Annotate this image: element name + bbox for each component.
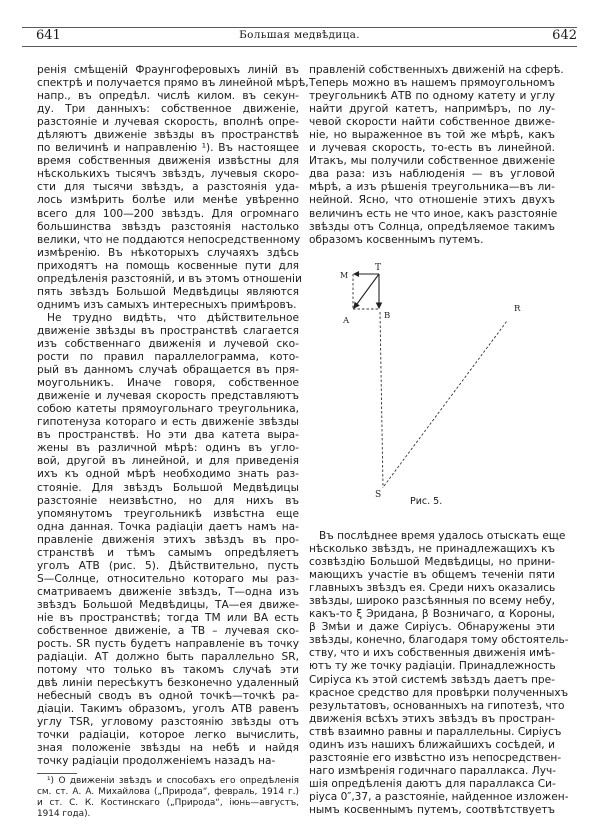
text-line: мающихъ участіе въ общемъ теченіи пяти — [309, 569, 555, 582]
page-number-right: 642 — [552, 28, 577, 43]
text-line: двѣ линіи пересѣкутъ безконечно удаленный — [37, 677, 299, 690]
label-t: T — [375, 263, 382, 273]
text-line: изъ собственнаго движенія и лучевой ско- — [37, 337, 299, 350]
vector-diagram-svg — [305, 255, 595, 515]
footnote-rule — [37, 773, 77, 774]
text-line: напр., въ опредѣл. числѣ килом. въ секун- — [37, 90, 299, 103]
header-bottom-rule — [22, 46, 577, 47]
text-line: ріуса 0″,37, а разстояніе, найденное изложен- — [309, 790, 569, 803]
text-line: вой, другой въ линейной, и для приведенія — [37, 455, 299, 468]
running-title: Большая медвѣдица. — [239, 29, 360, 41]
text-line: красное средство для провѣрки полученныхъ — [309, 686, 569, 699]
dashed-sr — [384, 321, 507, 486]
text-line: потому что только въ такомъ случаѣ эти — [37, 664, 299, 677]
label-a: A — [343, 316, 350, 326]
footnote-line: см. ст. А. А. Михайлова („Природа“, февраль, 1914 г.) — [37, 786, 299, 797]
text-line: діаціи. Такимъ образомъ, уголъ АТВ равенъ — [37, 703, 299, 716]
page-header — [22, 28, 577, 44]
text-line: ренія смѣщеній Фраунгоферовыхъ линій въ — [37, 64, 299, 76]
text-line: всего для 100—200 звѣздъ. Для огромнаго — [37, 207, 299, 220]
text-line: опредѣленія разстояній, и въ этомъ отношеніи — [37, 272, 302, 285]
text-line: найти другой катетъ, напримѣръ, по лу- — [309, 103, 555, 116]
text-line: небесный сводъ въ одной точкѣ—точкѣ ра- — [37, 690, 299, 703]
text-line: однимъ изъ самыхъ интересныхъ примѣровъ. — [37, 298, 297, 311]
text-line: дѣляютъ движеніе звѣзды въ пространствѣ — [37, 129, 299, 142]
text-line: какъ-то ξ Эридана, β Возничаго, α Короны, — [309, 608, 555, 621]
text-line: гипотенуза котораго и есть движеніе звѣзды — [37, 416, 299, 429]
footnote — [37, 776, 299, 820]
text-line: наго измѣренія годичнаго параллакса. Луч- — [309, 764, 557, 777]
text-line: Не трудно видѣть, что дѣйствительное — [47, 311, 299, 324]
text-line: ніе, но выраженное въ той же мѣрѣ, какъ — [309, 129, 555, 142]
text-line: въ пространствѣ. Но эти два катета выра- — [37, 429, 299, 442]
text-line: треугольникѣ АТВ по одному катету и углу — [309, 90, 555, 103]
text-line: величинъ есть не что иное, какъ разстояніе — [309, 207, 558, 220]
text-line: S—Солнце, относительно котораго мы раз- — [37, 572, 299, 585]
dashed-bs — [380, 312, 383, 488]
left-column-text — [37, 64, 309, 769]
text-line: уголъ АТВ (рис. 5). Дѣйствительно, пусть — [37, 559, 299, 572]
right-column-text-bottom — [309, 530, 569, 817]
text-line: нѣсколькихъ тысячъ звѣздъ, лучевыя скоро- — [37, 168, 299, 181]
label-b: B — [384, 311, 391, 321]
text-line: рый въ данномъ случаѣ обращается въ пря- — [37, 364, 299, 377]
text-line: звѣзды, широко разсѣянныя по всему небу, — [309, 595, 555, 608]
text-line: собственное движеніе, а ТВ – лучевая ско- — [37, 625, 299, 638]
text-line: моугольникъ. Иначе говоря, собственное — [37, 377, 299, 390]
text-line: радіаціи. АТ должно быть параллельно SR, — [37, 651, 299, 664]
text-line: одинъ изъ нашихъ ближайшихъ сосѣдей, и — [309, 738, 555, 751]
text-line: движенія всѣхъ этихъ звѣздъ въ простран- — [309, 712, 555, 725]
text-line: большинства звѣздъ разстоянія настолько — [37, 220, 299, 233]
text-line: одна данная. Точка радіаціи даетъ намъ на- — [37, 520, 299, 533]
text-line: время собственныя движенія извѣстны для — [37, 155, 299, 168]
text-line: странствѣ и тѣмъ самымъ опредѣляетъ — [37, 546, 299, 559]
text-line: точку радіаціи продолженіемъ назадъ на- — [37, 755, 276, 768]
text-line: мѣрѣ, а изъ рѣшенія треугольника—въ ли- — [309, 181, 555, 194]
label-s: S — [375, 490, 382, 500]
text-line: движеніе и лучевая скорость представляютъ — [37, 390, 299, 403]
text-line: жены въ различной мѣрѣ: одинъ въ угло- — [37, 442, 299, 455]
text-line: правленіе движенія этихъ звѣздъ въ про- — [37, 533, 299, 546]
text-line: шія опредѣленія даютъ для параллакса Си- — [309, 777, 556, 790]
text-line: велики, что не поддаются непосредственному — [37, 233, 301, 246]
text-line: β Змѣи и даже Сиріусъ. Обнаружены эти — [309, 621, 555, 634]
text-line: и лучевая скорость, то-есть въ линейной. — [309, 142, 555, 155]
text-line: ду. Три данныхъ: собственное движеніе, — [37, 103, 299, 116]
page-number-left: 641 — [36, 28, 61, 43]
text-line: нейной. Ясно, что отношеніе этихъ двухъ — [309, 194, 555, 207]
text-line: точки радіаціи, которое легко вычислить, — [37, 729, 299, 742]
vector-ta — [354, 274, 379, 308]
text-line: рости по правил параллелограмма, кото- — [37, 351, 299, 364]
text-line: нѣсколько звѣздъ, не принадлежащихъ къ — [309, 543, 555, 556]
text-line: спектрѣ и получается прямо въ линейной мѣрѣ, — [37, 77, 309, 90]
text-line: звѣздъ Большой Медвѣдицы, ТА—ея движе- — [37, 598, 299, 611]
text-line: разстояніе и лучевая скорость, вполнѣ опре- — [37, 116, 299, 129]
footnote-line: и ст. С. К. Костинскаго („Природа“, іюнь—августъ, — [37, 797, 299, 808]
text-line: приходятъ на помощь косвенные пути для — [37, 259, 299, 272]
text-line: образомъ косвеннымъ путемъ. — [309, 233, 484, 246]
text-line: сти для тысячи звѣздъ, а разстоянія уда- — [37, 181, 299, 194]
text-line: Въ послѣднее время удалось отыскать еще — [319, 530, 566, 542]
text-line: ствѣ взаимно равны и параллельны. Сиріусъ — [309, 725, 562, 738]
text-line: главныхъ звѣздъ ея. Среди нихъ оказались — [309, 582, 556, 595]
text-line: Итакъ, мы получили собственное движеніе — [309, 155, 555, 168]
text-line: углу TSR, угловому разстоянію звѣзды отъ — [37, 716, 299, 729]
text-line: правленій собственныхъ движеній на сферѣ. — [309, 64, 564, 76]
text-line: стояніе. Для звѣздъ Большой Медвѣдицы — [37, 481, 299, 494]
text-line: сматриваемъ движеніе звѣздъ, T—одна изъ — [37, 585, 299, 598]
text-line: измѣренію. Въ нѣкоторыхъ случаяхъ здѣсь — [37, 246, 299, 259]
figure-5-diagram — [305, 255, 595, 515]
label-r: R — [514, 304, 521, 314]
right-column-text-top — [309, 64, 564, 247]
text-line: ству, что и ихъ собственныя движенія имѣ- — [309, 647, 555, 660]
text-line: разстояніе его извѣстно изъ непосредствен- — [309, 751, 562, 764]
text-line: звѣзды, конечно, благодаря тому обстоятель- — [309, 634, 569, 647]
text-line: зная положеніе звѣзды на небѣ и найдя — [37, 742, 299, 755]
text-line: звѣзды отъ Солнца, опредѣляемое такимъ — [309, 220, 555, 233]
text-line: Теперь можно въ нашемъ прямоугольномъ — [309, 77, 555, 90]
text-line: собою катеты прямоугольнаго треугольника, — [37, 403, 299, 416]
text-line: результатовъ, основанныхъ на гипотезѣ, что — [309, 699, 565, 712]
text-line: движеніе звѣзды въ пространствѣ слагается — [37, 324, 299, 337]
footnote-line: 1914 года). — [37, 808, 91, 819]
text-line: нымъ косвеннымъ путемъ, соотвѣтствуетъ — [309, 803, 555, 816]
text-line: Сиріуса къ этой системѣ звѣздъ даетъ пре- — [309, 673, 555, 686]
text-line: упомянутомъ треугольникѣ извѣстна еще — [37, 507, 299, 520]
text-line: ніе въ пространствѣ; тогда ТМ или ВА есть — [37, 611, 299, 624]
text-line: лось измѣрить болѣе или менѣе увѣренно — [37, 194, 299, 207]
text-line: ихъ къ одной мѣрѣ необходимо знать раз- — [37, 468, 299, 481]
text-line: рость. SR пусть будетъ направленіе въ точку — [37, 638, 299, 651]
text-line: разстояніе неизвѣстно, но для нихъ въ — [37, 494, 299, 507]
text-line: ютъ ту же точку радіаціи. Принадлежность — [309, 660, 556, 673]
figure-caption: Рис. 5. — [410, 496, 443, 507]
text-line: чевой скорости найти собственное движе- — [309, 116, 555, 129]
text-line: по величинѣ и направленію ¹). Въ настоящее — [37, 142, 299, 155]
footnote-line: ¹) О движеніи звѣздъ и способахъ его опредѣленія — [47, 776, 299, 786]
label-m: M — [340, 271, 349, 280]
text-line: пять звѣздъ Большой Медвѣдицы являются — [37, 285, 299, 298]
text-line: два раза: изъ наблюденія — въ угловой — [309, 168, 555, 181]
text-line: созвѣздію Большой Медвѣдицы, но прини- — [309, 556, 555, 569]
